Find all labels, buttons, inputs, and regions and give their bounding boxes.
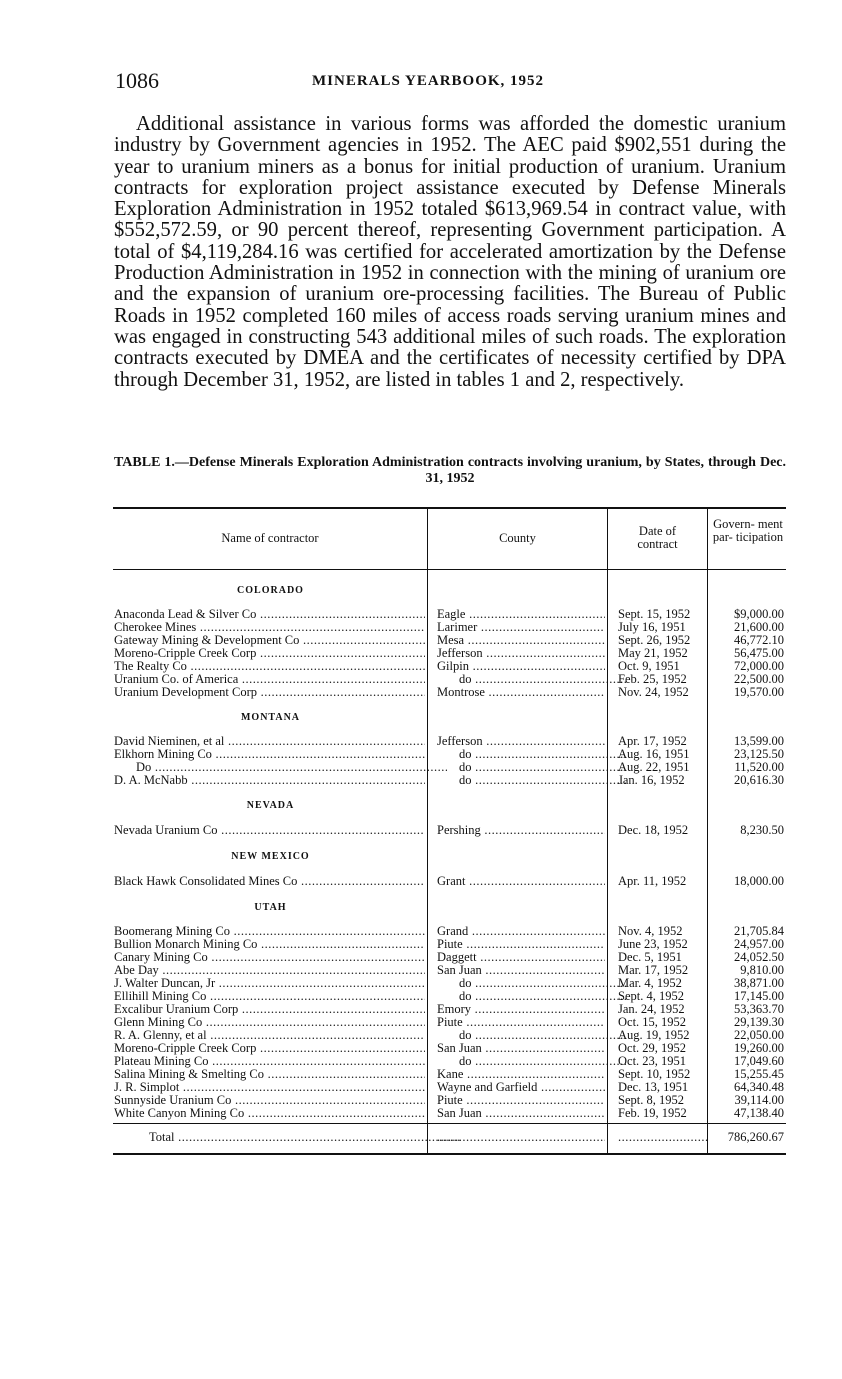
table-row	[113, 1094, 786, 1107]
column-header-government-participation: Govern- ment par- ticipation	[712, 517, 784, 544]
contract-date: Sept. 15, 1952	[618, 608, 691, 621]
government-participation: 24,052.50	[734, 951, 784, 964]
county: do .....	[437, 748, 627, 761]
government-participation: 19,260.00	[734, 1042, 784, 1055]
contract-date: Dec. 18, 1952	[618, 824, 689, 837]
column-header-county: County	[499, 531, 536, 545]
table-row	[113, 990, 786, 1003]
county: do .....	[437, 1055, 627, 1068]
table-bottom-rule	[113, 1153, 786, 1155]
table-row	[113, 1029, 786, 1042]
county: Piute .....	[437, 1016, 605, 1029]
contractor-name: Black Hawk Consolidated Mines Co .....	[114, 875, 425, 888]
county: Pershing .....	[437, 824, 605, 837]
contract-date: Oct. 29, 1952	[618, 1042, 687, 1055]
table-row	[113, 774, 786, 787]
table-row	[113, 1016, 786, 1029]
contract-date: June 23, 1952	[618, 938, 688, 951]
table-row	[113, 647, 786, 660]
table-row	[113, 925, 786, 938]
government-participation: 21,705.84	[734, 925, 784, 938]
county: Montrose .....	[437, 686, 605, 699]
contract-date: Apr. 17, 1952	[618, 735, 687, 748]
contractor-name: Uranium Co. of America .....	[114, 673, 425, 686]
government-participation: 39,114.00	[734, 1094, 784, 1107]
contractor-name: Plateau Mining Co .....	[114, 1055, 425, 1068]
county: do .....	[437, 673, 627, 686]
county: Grand .....	[437, 925, 605, 938]
contractor-name: Do .....	[114, 761, 447, 774]
column-header-date: Date of contract	[637, 524, 678, 551]
contract-date: July 16, 1951	[618, 621, 686, 634]
contractor-name: R. A. Glenny, et al .....	[114, 1029, 425, 1042]
contractor-name: Anaconda Lead & Silver Co .....	[114, 608, 425, 621]
county: Jefferson .....	[437, 647, 605, 660]
contract-date: Feb. 25, 1952	[618, 673, 687, 686]
county: do .....	[437, 761, 627, 774]
contractor-name: Sunnyside Uranium Co .....	[114, 1094, 425, 1107]
table-row	[113, 977, 786, 990]
county: Piute .....	[437, 938, 605, 951]
contract-date: Sept. 8, 1952	[618, 1094, 684, 1107]
table-row	[113, 748, 786, 761]
contractor-name: Cherokee Mines .....	[114, 621, 425, 634]
table-row	[113, 951, 786, 964]
contractor-name: Salina Mining & Smelting Co .....	[114, 1068, 425, 1081]
table-row	[113, 1003, 786, 1016]
county: Daggett .....	[437, 951, 605, 964]
government-participation: 46,772.10	[734, 634, 784, 647]
section-colorado: COLORADO	[237, 585, 304, 596]
section-utah: UTAH	[254, 902, 287, 913]
government-participation: 47,138.40	[734, 1107, 784, 1120]
contract-date: Jan. 16, 1952	[618, 774, 685, 787]
table-row	[113, 634, 786, 647]
contract-date: Aug. 16, 1951	[618, 748, 690, 761]
county: Gilpin .....	[437, 660, 605, 673]
section-nevada: NEVADA	[246, 800, 295, 811]
county: Grant .....	[437, 875, 605, 888]
contract-date: Sept. 10, 1952	[618, 1068, 691, 1081]
county: Piute .....	[437, 1094, 605, 1107]
government-participation: 18,000.00	[734, 875, 784, 888]
table-row	[113, 735, 786, 748]
table-row	[113, 938, 786, 951]
contractor-name: Uranium Development Corp .....	[114, 686, 425, 699]
government-participation: 23,125.50	[734, 748, 784, 761]
contractor-name: J. R. Simplot .....	[114, 1081, 425, 1094]
total-date-leader	[618, 1131, 708, 1144]
contract-date: Aug. 22, 1951	[618, 761, 690, 774]
government-participation: 11,520.00	[734, 761, 784, 774]
table-row	[113, 761, 786, 774]
contract-date: Oct. 9, 1951	[618, 660, 680, 673]
contract-date: Nov. 24, 1952	[618, 686, 689, 699]
contractor-name: Gateway Mining & Development Co .....	[114, 634, 425, 647]
total-top-rule	[113, 1123, 786, 1124]
government-participation: 24,957.00	[734, 938, 784, 951]
contract-date: Sept. 26, 1952	[618, 634, 691, 647]
contract-date: Apr. 11, 1952	[618, 875, 687, 888]
contract-date: Sept. 4, 1952	[618, 990, 684, 1003]
contract-date: Mar. 17, 1952	[618, 964, 689, 977]
government-participation: 38,871.00	[734, 977, 784, 990]
county: Eagle .....	[437, 608, 605, 621]
table-row	[113, 660, 786, 673]
government-participation: 64,340.48	[734, 1081, 784, 1094]
contractor-name: D. A. McNabb .....	[114, 774, 425, 787]
government-participation: 56,475.00	[734, 647, 784, 660]
table-top-rule	[113, 507, 786, 509]
government-participation: 20,616.30	[734, 774, 784, 787]
contract-date: Oct. 23, 1951	[618, 1055, 687, 1068]
government-participation: 29,139.30	[734, 1016, 784, 1029]
contract-date: Nov. 4, 1952	[618, 925, 683, 938]
table-title: TABLE 1.—Defense Minerals Exploration Administration contracts involving uranium, by States, through Dec. 31, 1952	[114, 455, 786, 486]
contract-date: Feb. 19, 1952	[618, 1107, 687, 1120]
total-label: Total .....	[114, 1131, 460, 1144]
county: San Juan .....	[437, 1107, 605, 1120]
government-participation: 17,145.00	[734, 990, 784, 1003]
contractor-name: Moreno-Cripple Creek Corp .....	[114, 1042, 425, 1055]
contractor-name: Moreno-Cripple Creek Corp .....	[114, 647, 425, 660]
government-participation: 21,600.00	[734, 621, 784, 634]
contractor-name: Glenn Mining Co .....	[114, 1016, 425, 1029]
contract-date: May 21, 1952	[618, 647, 688, 660]
government-participation: 22,500.00	[734, 673, 784, 686]
table-row	[113, 621, 786, 634]
government-participation: $9,000.00	[734, 608, 784, 621]
county: Jefferson .....	[437, 735, 605, 748]
contractor-name: Abe Day .....	[114, 964, 425, 977]
total-county-leader	[437, 1131, 605, 1144]
contract-date: Oct. 15, 1952	[618, 1016, 687, 1029]
section-montana: MONTANA	[240, 712, 301, 723]
contractor-name: Canary Mining Co .....	[114, 951, 425, 964]
running-title: MINERALS YEARBOOK, 1952	[312, 73, 545, 89]
total-amount: 786,260.67	[727, 1131, 784, 1144]
county: do .....	[437, 990, 627, 1003]
government-participation: 22,050.00	[734, 1029, 784, 1042]
county: San Juan .....	[437, 1042, 605, 1055]
table-row	[113, 1042, 786, 1055]
county: Wayne and Garfield .....	[437, 1081, 605, 1094]
government-participation: 15,255.45	[734, 1068, 784, 1081]
page-number: 1086	[115, 68, 159, 93]
contract-date: Jan. 24, 1952	[618, 1003, 685, 1016]
header-bottom-rule	[113, 569, 786, 570]
county: Kane .....	[437, 1068, 605, 1081]
county: do .....	[437, 977, 627, 990]
government-participation: 19,570.00	[734, 686, 784, 699]
contractor-name: David Nieminen, et al .....	[114, 735, 425, 748]
contractor-name: Nevada Uranium Co .....	[114, 824, 425, 837]
table-row	[113, 875, 786, 888]
government-participation: 53,363.70	[734, 1003, 784, 1016]
government-participation: 9,810.00	[740, 964, 784, 977]
contractor-name: The Realty Co .....	[114, 660, 425, 673]
contractor-name: Elkhorn Mining Co .....	[114, 748, 425, 761]
government-participation: 13,599.00	[734, 735, 784, 748]
county: do .....	[437, 1029, 627, 1042]
table-row	[113, 673, 786, 686]
contractor-name: J. Walter Duncan, Jr .....	[114, 977, 425, 990]
table-row	[113, 824, 786, 837]
contractor-name: Bullion Monarch Mining Co .....	[114, 938, 425, 951]
table-row	[113, 1068, 786, 1081]
government-participation: 8,230.50	[740, 824, 784, 837]
county: San Juan .....	[437, 964, 605, 977]
county: Larimer .....	[437, 621, 605, 634]
table-row	[113, 1107, 786, 1120]
table-row	[113, 1055, 786, 1068]
contract-date: Dec. 13, 1951	[618, 1081, 689, 1094]
contractor-name: White Canyon Mining Co .....	[114, 1107, 425, 1120]
contract-date: Aug. 19, 1952	[618, 1029, 690, 1042]
county: Emory .....	[437, 1003, 605, 1016]
contract-date: Mar. 4, 1952	[618, 977, 682, 990]
contractor-name: Ellihill Mining Co .....	[114, 990, 425, 1003]
contractor-name: Excalibur Uranium Corp .....	[114, 1003, 425, 1016]
government-participation: 72,000.00	[734, 660, 784, 673]
county: Mesa .....	[437, 634, 605, 647]
contract-date: Dec. 5, 1951	[618, 951, 682, 964]
total-row	[113, 1131, 786, 1144]
table-row	[113, 1081, 786, 1094]
column-header-name: Name of contractor	[221, 531, 319, 545]
body-paragraph: Additional assistance in various forms was afforded the domestic uranium industry by Government agencies in 1952. The AEC paid $902,551 during the year to uranium miners as a bonus for initial production of uranium. Uranium contracts for exploration project assistance executed by Defense Minerals Exploration Administration in 1952 totaled $613,969.54 in contract value, with $552,572.59, or 90 percent thereof, representing Government participation. A total of $4,119,284.16 was certified for accelerated amortization by the Defense Production Administration in 1952 in connection with the mining of uranium ore and the expansion of uranium ore-processing facilities. The Bureau of Public Roads in 1952 completed 160 miles of access roads serving uranium mines and was engaged in constructing 543 additional miles of such roads. The exploration contracts executed by DMEA and the certificates of necessity certified by DPA through December 31, 1952, are listed in tables 1 and 2, respectively.	[114, 113, 786, 391]
section-new-mexico: NEW MEXICO	[231, 851, 310, 862]
county: do .....	[437, 774, 627, 787]
contractor-name: Boomerang Mining Co .....	[114, 925, 425, 938]
government-participation: 17,049.60	[734, 1055, 784, 1068]
table-row	[113, 686, 786, 699]
table-row	[113, 964, 786, 977]
table-row	[113, 608, 786, 621]
